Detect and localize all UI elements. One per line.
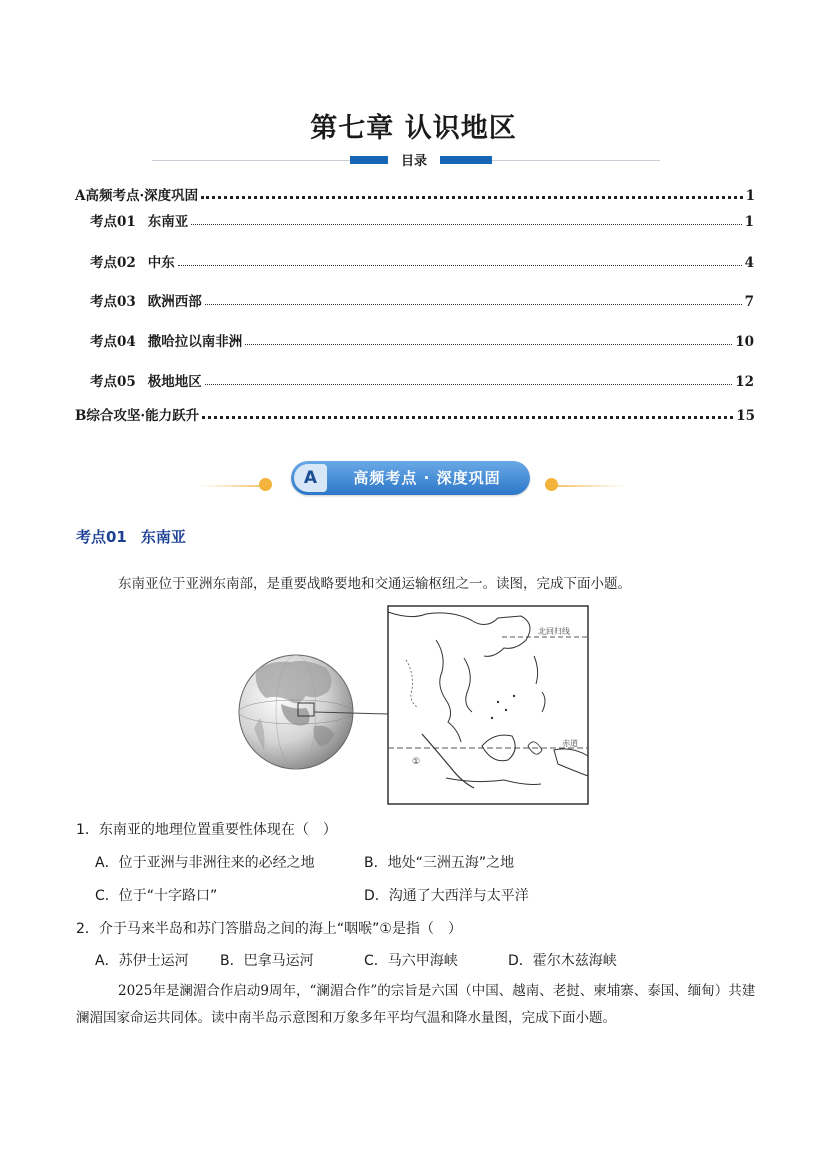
toc-entry-label: 极地地区 xyxy=(147,374,202,390)
toc-entry-num: 考点05 xyxy=(90,374,136,390)
question-1-stem: 1．东南亚的地理位置重要性体现在（ ） xyxy=(76,822,337,838)
toc-entry-01[interactable] xyxy=(90,208,754,230)
question-1-option-d[interactable]: D．沟通了大西洋与太平洋 xyxy=(364,888,529,904)
toc-entry-04[interactable] xyxy=(90,328,754,350)
intro-text: 东南亚位于亚洲东南部，是重要战略要地和交通运输枢纽之一。读图，完成下面小题。 xyxy=(118,576,631,592)
toc-entry-label: 撒哈拉以南非洲 xyxy=(147,334,243,350)
banner-line-left xyxy=(200,485,265,487)
toc-entry-label: 东南亚 xyxy=(147,214,189,230)
map-label-strait: ① xyxy=(412,757,421,767)
question-2-option-b[interactable]: B．巴拿马运河 xyxy=(220,953,314,969)
toc-entry-02[interactable] xyxy=(90,249,754,271)
toc-entry-label: 欧洲西部 xyxy=(147,294,202,310)
toc-entry-label: A高频考点·深度巩固 xyxy=(75,188,199,204)
toc-entry-a[interactable] xyxy=(75,182,755,204)
section-name: 东南亚 xyxy=(140,528,186,546)
toc-leader xyxy=(245,344,732,345)
toc-entry-03[interactable] xyxy=(90,288,754,310)
toc-entry-label: 中东 xyxy=(147,255,175,271)
banner-dot-left xyxy=(259,478,272,491)
toc-leader xyxy=(205,304,742,305)
section-num: 考点01 xyxy=(76,528,127,546)
regional-map xyxy=(388,606,588,804)
toc-entry-page: 12 xyxy=(735,374,754,390)
southeast-asia-figure xyxy=(236,600,656,810)
toc-entry-page: 1 xyxy=(744,214,754,230)
banner-dot-right xyxy=(545,478,558,491)
toc-leader xyxy=(202,416,733,419)
toc-leader xyxy=(201,196,742,199)
toc-entry-num: 考点04 xyxy=(90,334,136,350)
question-2-option-c[interactable]: C．马六甲海峡 xyxy=(364,953,458,969)
question-1-option-c[interactable]: C．位于“十字路口” xyxy=(95,888,218,904)
chapter-title: 第七章 认识地区 xyxy=(310,113,517,144)
globe-icon xyxy=(239,655,353,769)
question-1-option-b[interactable]: B．地处“三洲五海”之地 xyxy=(364,855,515,871)
context-paragraph: 2025年是澜湄合作启动9周年，“澜湄合作”的宗旨是六国（中国、越南、老挝、柬埔寨、泰国、缅甸）共建澜湄国家命运共同体。读中南半岛示意图和万象多年平均气温和降水量图，完成下面小题。 xyxy=(76,983,756,1026)
question-2-option-d[interactable]: D．霍尔木兹海峡 xyxy=(508,953,617,969)
section-heading xyxy=(76,526,186,547)
map-label-equator: 赤道 xyxy=(562,739,578,748)
banner-line-right xyxy=(555,485,625,487)
toc-entry-b[interactable] xyxy=(75,402,755,424)
toc-entry-num: 考点01 xyxy=(90,214,136,230)
toc-bar-right xyxy=(438,156,492,164)
toc-leader xyxy=(205,384,732,385)
toc-entry-page: 7 xyxy=(744,294,754,310)
banner-title: 高频考点 · 深度巩固 xyxy=(353,469,501,487)
question-2-stem: 2．介于马来半岛和苏门答腊岛之间的海上“咽喉”①是指（ ） xyxy=(76,921,462,937)
toc-entry-page: 4 xyxy=(744,255,754,271)
toc-leader xyxy=(178,265,742,266)
question-1-option-a[interactable]: A．位于亚洲与非洲往来的必经之地 xyxy=(95,855,315,871)
question-2-option-a[interactable]: A．苏伊士运河 xyxy=(95,953,189,969)
toc-entry-page: 1 xyxy=(745,188,755,204)
toc-leader xyxy=(191,224,741,225)
toc-entry-num: 考点02 xyxy=(90,255,136,271)
toc-entry-page: 10 xyxy=(735,334,754,350)
banner-letter: A xyxy=(294,464,327,492)
toc-entry-num: 考点03 xyxy=(90,294,136,310)
map-label-tropic: 北回归线 xyxy=(538,627,570,636)
toc-entry-05[interactable] xyxy=(90,368,754,390)
toc-entry-label: B综合攻坚·能力跃升 xyxy=(75,408,200,424)
toc-entry-page: 15 xyxy=(736,408,755,424)
toc-heading: 目录 xyxy=(388,150,440,169)
